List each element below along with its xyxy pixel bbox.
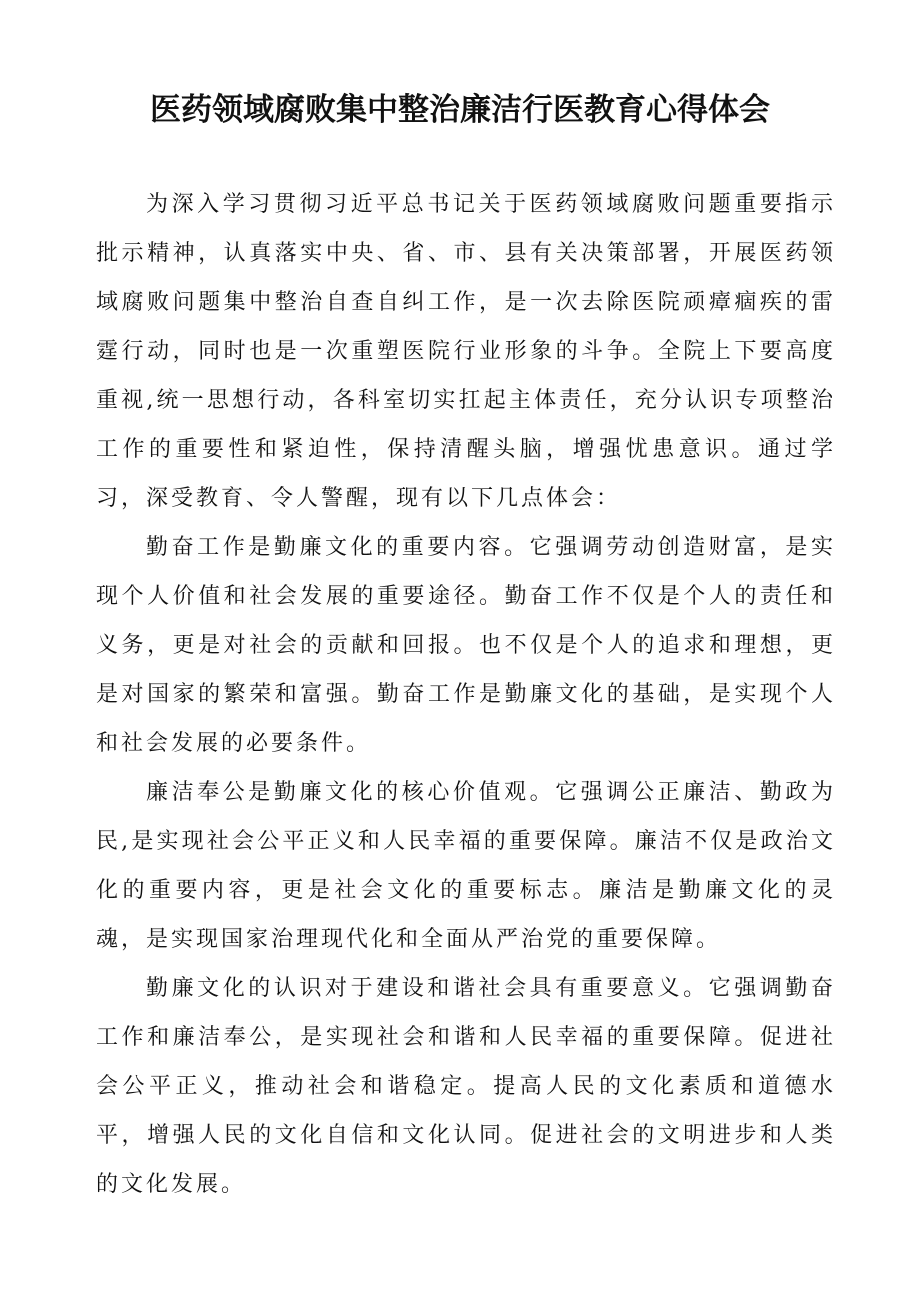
paragraph-integrity: 廉洁奉公是勤廉文化的核心价值观。它强调公正廉洁、勤政为民,是实现社会公平正义和人民幸福的重要保障。廉洁不仅是政治文化的重要内容，更是社会文化的重要标志。廉洁是勤廉文化的灵魂，是实现国家治理现代化和全面从严治党的重要保障。 xyxy=(96,780,836,952)
paragraph-intro: 为深入学习贯彻习近平总书记关于医药领域腐败问题重要指示批示精神，认真落实中央、省、市、县有关决策部署，开展医药领域腐败问题集中整治自查自纠工作，是一次去除医院顽瘴痼疾的雷霆行动，同时也是一次重塑医院行业形象的斗争。全院上下要高度重视,统一思想行动，各科室切实扛起主体责任，充分认识专项整治工作的重要性和紧迫性，保持清醒头脑，增强忧患意识。通过学习，深受教育、令人警醒，现有以下几点体会： xyxy=(96,192,836,511)
document-title: 医药领域腐败集中整治廉洁行医教育心得体会 xyxy=(150,92,770,128)
paragraph-diligent-work: 勤奋工作是勤廉文化的重要内容。它强调劳动创造财富，是实现个人价值和社会发展的重要途径。勤奋工作不仅是个人的责任和义务，更是对社会的贡献和回报。也不仅是个人的追求和理想，更是对国家的繁荣和富强。勤奋工作是勤廉文化的基础，是实现个人和社会发展的必要条件。 xyxy=(96,535,836,756)
paragraph-harmonious-society: 勤廉文化的认识对于建设和谐社会具有重要意义。它强调勤奋工作和廉洁奉公，是实现社会和谐和人民幸福的重要保障。促进社会公平正义，推动社会和谐稳定。提高人民的文化素质和道德水平，增强人民的文化自信和文化认同。促进社会的文明进步和人类的文化发展。 xyxy=(96,976,836,1197)
document-body xyxy=(96,180,836,1209)
